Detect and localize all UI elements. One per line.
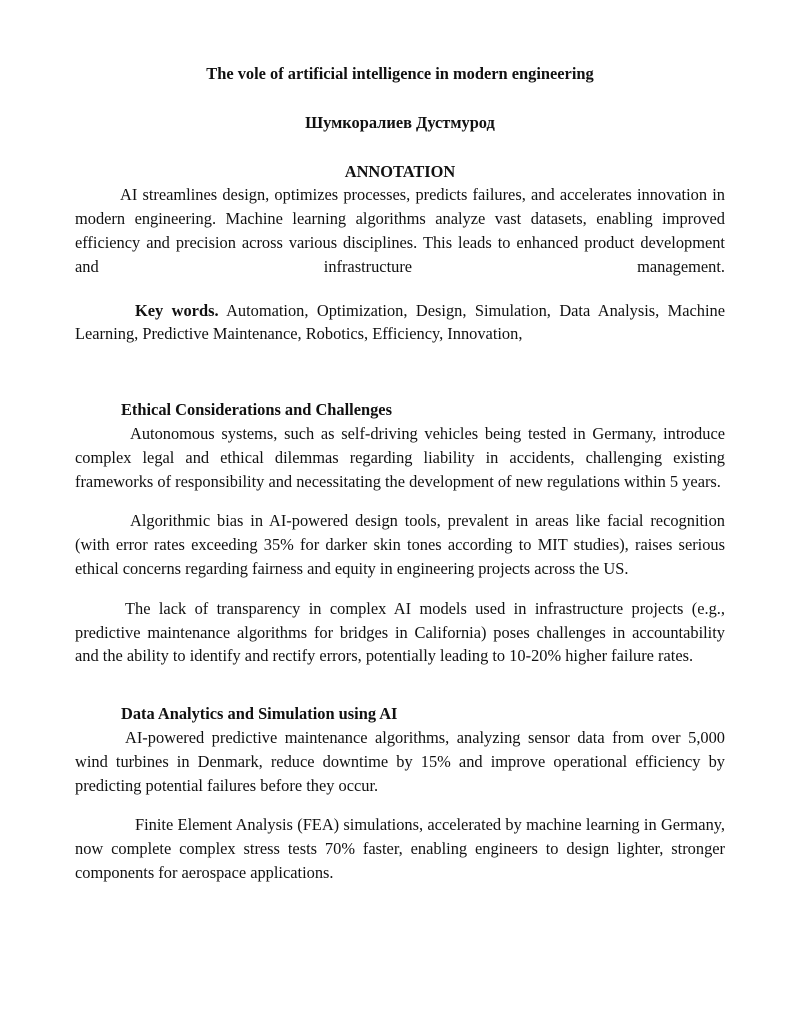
section-heading-ethics: Ethical Considerations and Challenges (121, 400, 392, 420)
author-name: Шумкоралиев Дустмурод (305, 112, 495, 132)
data-paragraph-2: Finite Element Analysis (FEA) simulations, accelerated by machine learning in Germany, now complete complex stress tests 70% faster, enabling engineers to design lighter, stronger components for aerospace applications. (75, 815, 725, 882)
section-heading-data-analytics: Data Analytics and Simulation using AI (121, 704, 398, 724)
document-page (75, 62, 725, 885)
keywords-paragraph (75, 299, 725, 347)
data-paragraph-1: AI-powered predictive maintenance algorithms, analyzing sensor data from over 5,000 wind turbines in Denmark, reduce downtime by 15% and improve operational efficiency by predicting potential failures before they occur. (75, 727, 725, 795)
ethics-paragraph-3: The lack of transparency in complex AI models used in infrastructure projects (e.g., predictive maintenance algorithms for bridges in California) poses challenges in accountability and the ability to identify and rectify errors, potentially leading to 10-20% higher failure rates. (75, 598, 725, 666)
paper-title: The vole of artificial intelligence in modern engineering (206, 64, 594, 83)
ethics-paragraph-1: Autonomous systems, such as self-driving vehicles being tested in Germany, introduce complex legal and ethical dilemmas regarding liability in accidents, challenging existing frameworks of responsibility and necessitating the development of new regulations within 5 years. (75, 423, 725, 491)
annotation-heading: ANNOTATION (344, 161, 456, 181)
keywords-label: Key words. (135, 300, 219, 320)
annotation-text: AI streamlines design, optimizes processes, predicts failures, and accelerates innovation in modern engineering. Machine learning algorithms analyze vast datasets, enabling improved efficiency and precision across various disciplines. This leads to enhanced product development and infrastructure management. (75, 185, 725, 276)
ethics-paragraph-2: Algorithmic bias in AI-powered design tools, prevalent in areas like facial recognition (with error rates exceeding 35% for darker skin tones according to MIT studies), raises serious ethical concerns regarding fairness and equity in engineering projects across the US. (75, 511, 725, 578)
keywords-text: Automation, Optimization, Design, Simulation, Data Analysis, Machine Learning, Predictive Maintenance, Robotics, Efficiency, Innovation, (75, 300, 726, 344)
